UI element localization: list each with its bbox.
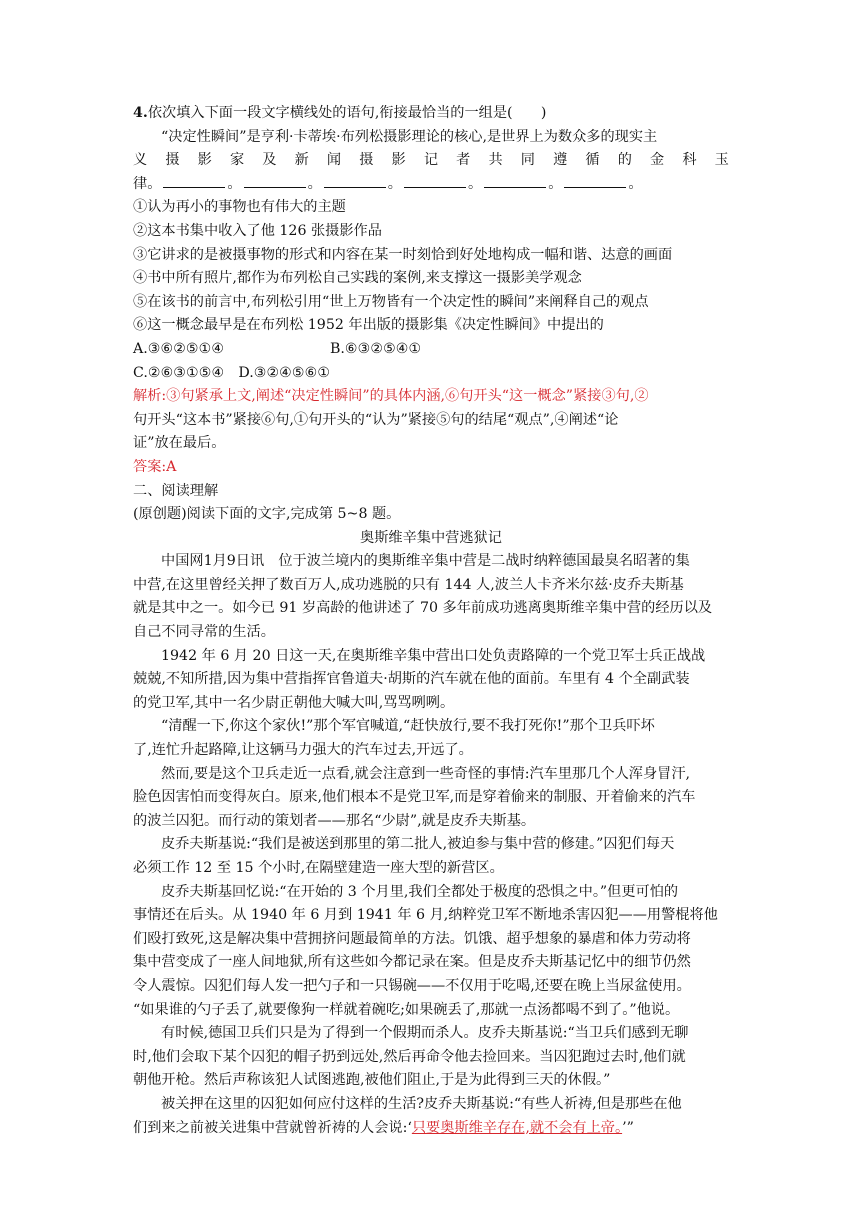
article-line: 了,连忙升起路障,让这辆马力强大的汽车过去,开远了。 — [133, 742, 473, 759]
document-page — [133, 102, 729, 1140]
choices-ab — [133, 338, 729, 362]
passage-char: 的 — [617, 152, 632, 169]
highlighted-quote: 只要奥斯维辛存在,就不会有上帝。 — [411, 1119, 623, 1136]
article-line: 皮乔夫斯基回忆说:“在开始的 3 个月里,我们全都处于极度的恐惧之中。”但更可怕的 — [161, 883, 679, 900]
article-line: 有时候,德国卫兵们只是为了得到一个假期而杀人。皮乔夫斯基说:“当卫兵们感到无聊 — [161, 1025, 689, 1042]
passage-char: 者 — [456, 152, 471, 169]
passage-line-3-blanks — [133, 173, 729, 197]
article-line: 的党卫军,其中一名少尉正朝他大喊大叫,骂骂咧咧。 — [133, 694, 455, 711]
sep: 。 — [227, 175, 242, 192]
article-line: 中国网1月9日讯 位于波兰境内的奥斯维辛集中营是二战时纳粹德国最臭名昭著的集 — [161, 553, 690, 570]
sep: 。 — [468, 175, 483, 192]
article-line: 朝他开枪。然后声称该犯人试图逃跑,被他们阻止,于是为此得到三天的休假。” — [133, 1072, 611, 1089]
article-line: 令人震惊。囚犯们每人发一把勺子和一只锡碗——不仅用于吃喝,还要在晚上当尿盆使用。 — [133, 977, 691, 994]
choices-cd: C.②⑥③①⑤④ D.③②④⑤⑥① — [133, 364, 331, 381]
passage-char: 摄 — [359, 152, 374, 169]
last-line-suffix: ’” — [622, 1119, 634, 1136]
article-line: 们殴打致死,这是解决集中营拥挤问题最简单的方法。饥饿、超乎想象的暴虐和体力劳动将 — [133, 930, 691, 947]
passage-line-2 — [133, 149, 729, 173]
article-line: 中营,在这里曾经关押了数百万人,成功逃脱的只有 144 人,波兰人卡齐米尔兹·皮乔夫斯基 — [133, 576, 684, 593]
question-4-stem — [133, 102, 729, 126]
passage-char: 义 — [133, 152, 148, 169]
option-5: ⑤在该书的前言中,布列松引用“世上万物皆有一个决定性的瞬间”来阐释自己的观点 — [133, 293, 649, 310]
blank-2 — [244, 173, 306, 188]
article-line: 就是其中之一。如今已 91 岁高龄的他讲述了 70 多年前成功逃离奥斯维辛集中营的经历以及 — [133, 600, 713, 617]
passage-char: 循 — [585, 152, 600, 169]
passage-char: 玉 — [714, 152, 729, 169]
article-body — [133, 550, 729, 1116]
article-line: 事情还在后头。从 1940 年 6 月到 1941 年 6 月,纳粹党卫军不断地杀害囚犯——用警棍将他 — [133, 907, 718, 924]
article-line: 自己不同寻常的生活。 — [133, 624, 275, 641]
option-4: ④书中所有照片,都作为布列松自己实践的案例,来支撑这一摄影美学观念 — [133, 270, 582, 287]
article-line: 兢兢,不知所措,因为集中营指挥官鲁道夫·胡斯的汽车就在他的面前。车里有 4 个全副武装 — [133, 671, 690, 688]
article-line: 必须工作 12 至 15 个小时,在隔壁建造一座大型的新营区。 — [133, 860, 504, 876]
passage-char: 记 — [423, 152, 439, 169]
blank-1 — [163, 173, 225, 188]
article-line: 然而,要是这个卫兵走近一点看,就会注意到一些奇怪的事情:汽车里那几个人浑身冒汗, — [161, 765, 691, 782]
article-line: 脸色因害怕而变得灰白。原来,他们根本不是党卫军,而是穿着偷来的制服、开着偷来的汽车 — [133, 789, 696, 806]
blank-4 — [404, 173, 466, 188]
blank-3 — [324, 173, 386, 188]
article-line: 皮乔夫斯基说:“我们是被送到那里的第二批人,被迫参与集中营的修建。”囚犯们每天 — [161, 836, 675, 853]
last-line-prefix: 们到来之前被关进集中营就曾祈祷的人会说:‘ — [133, 1119, 412, 1136]
question-number: 4. — [133, 105, 148, 121]
article-line: 的波兰囚犯。而行动的策划者——那名“少尉”,就是皮乔夫斯基。 — [133, 812, 536, 829]
answer: 答案:A — [133, 458, 177, 475]
option-1: ①认为再小的事物也有伟大的主题 — [133, 199, 346, 216]
question-text: 依次填入下面一段文字横线处的语句,衔接最恰当的一组是( ) — [147, 105, 547, 121]
blank-5 — [484, 173, 546, 188]
analysis-line-1: 解析:③句紧承上文,阐述“决定性瞬间”的具体内涵,⑥句开头“这一概念”紧接③句,② — [133, 388, 649, 405]
passage-char: 及 — [262, 152, 277, 169]
passage-char: 同 — [520, 152, 535, 169]
sep: 。 — [387, 175, 402, 192]
article-line: “清醒一下,你这个家伙!”那个军官喊道,“赶快放行,要不我打死你!”那个卫兵吓坏 — [161, 718, 655, 735]
article-line: “如果谁的勺子丢了,就要像狗一样就着碗吃;如果碗丢了,那就一点汤都喝不到了。”他说。 — [133, 1001, 680, 1018]
article-line: 时,他们会取下某个囚犯的帽子扔到远处,然后再命令他去捡回来。当囚犯跑过去时,他们就 — [133, 1048, 686, 1065]
passage-line-1: “决定性瞬间”是亨利·卡蒂埃·布列松摄影理论的核心,是世界上为数众多的现实主 — [161, 128, 658, 145]
passage-char: 新 — [294, 152, 309, 169]
choice-b: B.⑥③②⑤④① — [330, 340, 422, 357]
blank-6 — [564, 173, 626, 188]
passage-char: 影 — [197, 152, 212, 169]
option-6: ⑥这一概念最早是在布列松 1952 年出版的摄影集《决定性瞬间》中提出的 — [133, 317, 604, 334]
passage-char: 金 — [650, 152, 665, 169]
passage-char: 共 — [488, 152, 503, 169]
passage-char: 影 — [391, 152, 406, 169]
analysis-line-2: 句开头“这本书”紧接⑥句,①句开头的“认为”紧接⑤句的结尾“观点”,④阐述“论 — [133, 411, 619, 428]
sep: 。 — [628, 175, 643, 192]
article-line: 1942 年 6 月 20 日这一天,在奥斯维辛集中营出口处负责路障的一个党卫军士兵正战战 — [161, 647, 706, 664]
passage-char: 科 — [682, 152, 697, 169]
passage-char: 闻 — [326, 152, 342, 169]
option-2: ②这本书集中收入了他 126 张摄影作品 — [133, 222, 382, 239]
passage-line-3-prefix: 律。 — [133, 175, 162, 192]
analysis-line-3: 证”放在最后。 — [133, 435, 226, 452]
passage-char: 摄 — [165, 152, 180, 169]
reading-intro: (原创题)阅读下面的文字,完成第 5~8 题。 — [133, 506, 401, 523]
article-title: 奥斯维辛集中营逃狱记 — [360, 529, 502, 546]
passage-char: 遵 — [553, 152, 568, 169]
sep: 。 — [548, 175, 563, 192]
article-line: 被关押在这里的囚犯如何应付这样的生活?皮乔夫斯基说:“有些人祈祷,但是那些在他 — [161, 1095, 682, 1112]
article-line: 集中营变成了一座人间地狱,所有这些如今都记录在案。但是皮乔夫斯基记忆中的细节仍然 — [133, 954, 691, 971]
option-3: ③它讲求的是被摄事物的形式和内容在某一时刻恰到好处地构成一幅和谐、达意的画面 — [133, 246, 673, 263]
passage-char: 家 — [229, 152, 245, 169]
sep: 。 — [307, 175, 322, 192]
article-last-line — [133, 1117, 729, 1141]
choice-a: A.③⑥②⑤①④ — [133, 340, 225, 357]
section-heading: 二、阅读理解 — [133, 482, 219, 499]
